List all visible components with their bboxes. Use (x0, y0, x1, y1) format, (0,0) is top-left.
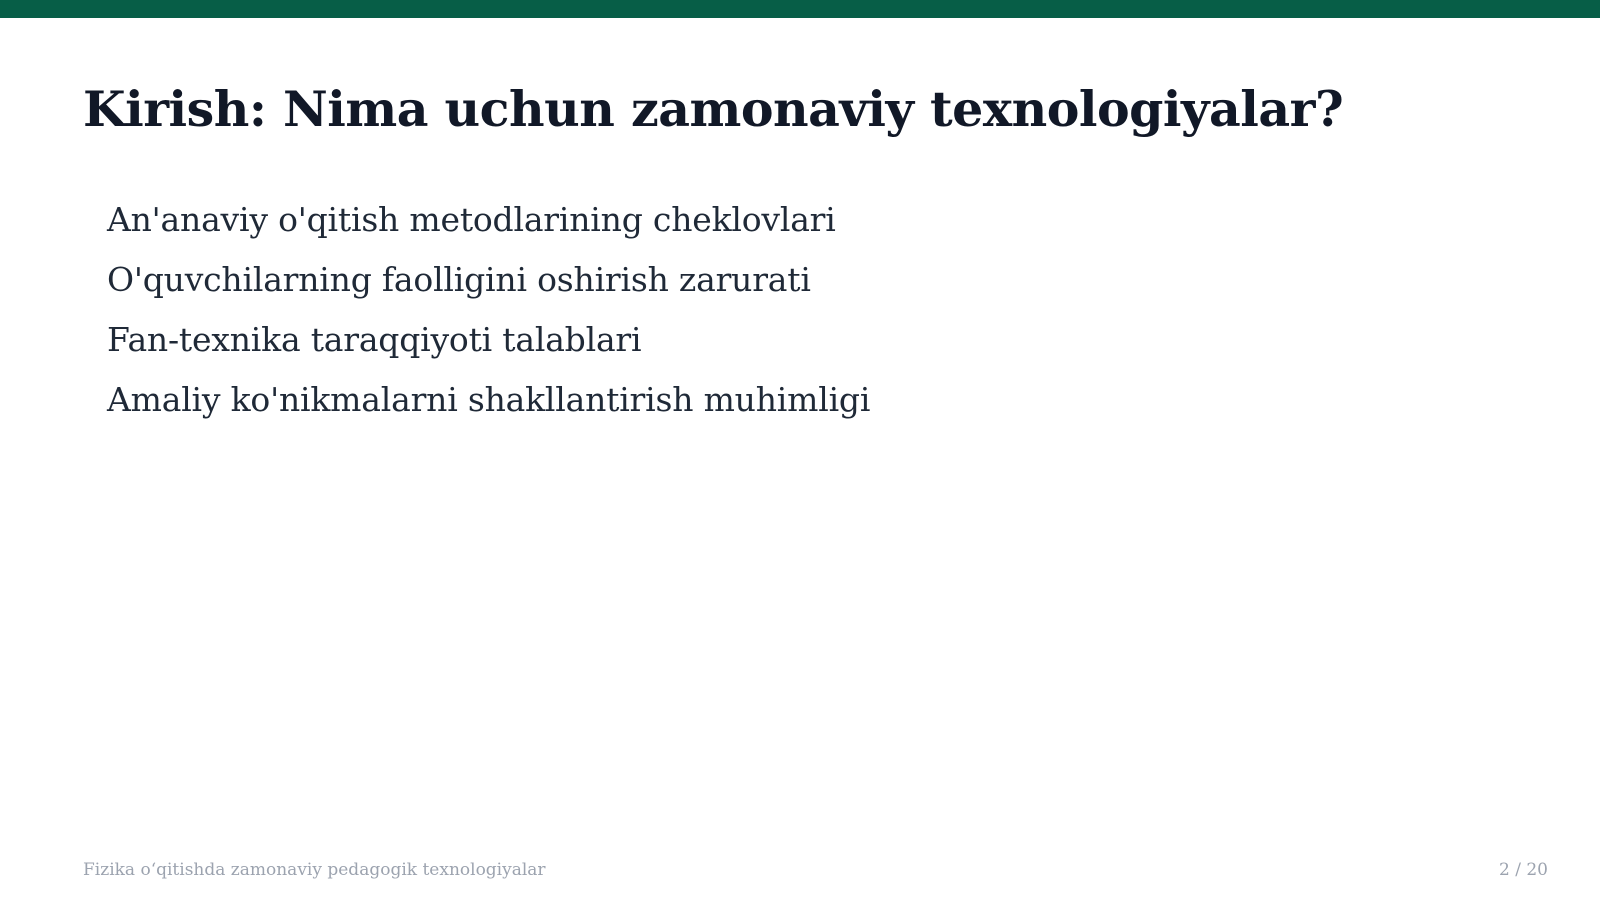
bullet-item: Amaliy ko'nikmalarni shakllantirish muhimligi (107, 380, 871, 419)
bullet-item: Fan-texnika taraqqiyoti talablari (107, 320, 642, 359)
bullet-item: O'quvchilarning faolligini oshirish zarurati (107, 260, 811, 299)
bullet-list (107, 190, 870, 430)
page-indicator: 2 / 20 (1499, 860, 1548, 880)
top-accent-bar (0, 0, 1600, 18)
bullet-item: An'anaviy o'qitish metodlarining cheklovlari (107, 200, 836, 239)
footer-presentation-title: Fizika o‘qitishda zamonaviy pedagogik texnologiyalar (83, 860, 546, 880)
slide-title: Kirish: Nima uchun zamonaviy texnologiyalar? (83, 80, 1344, 138)
